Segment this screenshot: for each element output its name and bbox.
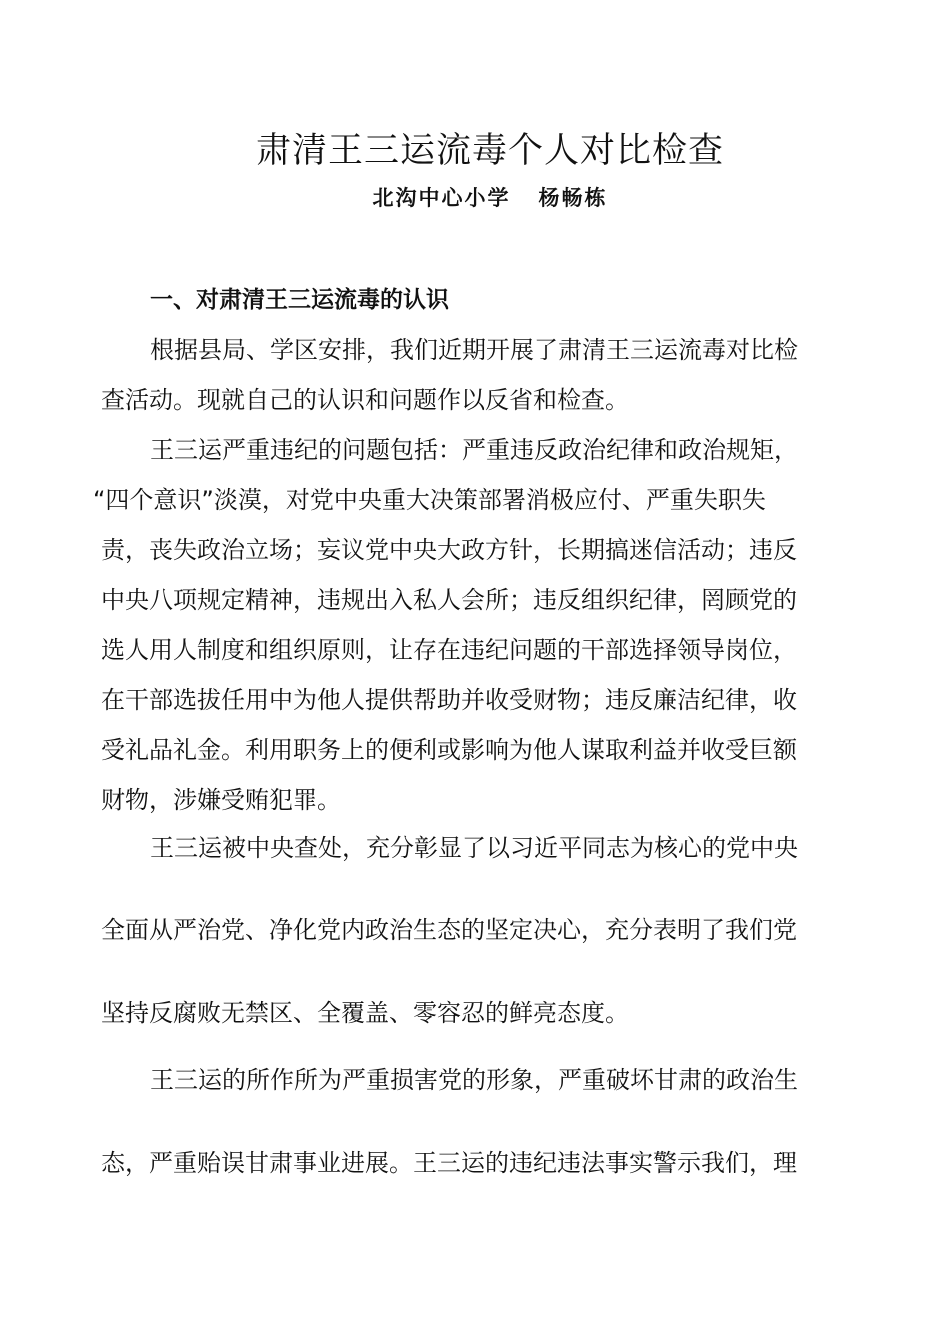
- paragraph-line: 中央八项规定精神，违规出入私人会所；违反组织纪律，罔顾党的: [101, 586, 797, 614]
- paragraph-line: 王三运被中央查处，充分彰显了以习近平同志为核心的党中央: [150, 834, 798, 862]
- paragraph-line: 全面从严治党、净化党内政治生态的坚定决心，充分表明了我们党: [101, 916, 797, 944]
- paragraph-line: 王三运的所作所为严重损害党的形象，严重破坏甘肃的政治生: [150, 1066, 798, 1094]
- paragraph-line: 在干部选拔任用中为他人提供帮助并收受财物；违反廉洁纪律，收: [101, 686, 797, 714]
- paragraph-line: 根据县局、学区安排，我们近期开展了肃清王三运流毒对比检: [150, 336, 798, 364]
- paragraph-line: 态，严重贻误甘肃事业进展。王三运的违纪违法事实警示我们，理: [101, 1149, 797, 1177]
- paragraph-line: “四个意识”淡漠，对党中央重大决策部署消极应付、严重失职失: [93, 486, 766, 514]
- paragraph-line: 查活动。现就自己的认识和问题作以反省和检查。: [101, 386, 629, 414]
- paragraph-line: 受礼品礼金。利用职务上的便利或影响为他人谋取利益并收受巨额: [101, 736, 797, 764]
- paragraph-line: 王三运严重违纪的问题包括：严重违反政治纪律和政治规矩，: [150, 436, 798, 464]
- paragraph-line: 选人用人制度和组织原则，让存在违纪问题的干部选择领导岗位，: [101, 636, 797, 664]
- author-line: 北沟中心小学 杨畅栋: [372, 185, 608, 210]
- section-heading: 一、对肃清王三运流毒的认识: [150, 287, 449, 313]
- paragraph-line: 责，丧失政治立场；妄议党中央大政方针，长期搞迷信活动；违反: [101, 536, 797, 564]
- document-title: 肃清王三运流毒个人对比检查: [255, 131, 724, 171]
- paragraph-line: 坚持反腐败无禁区、全覆盖、零容忍的鲜亮态度。: [101, 999, 629, 1027]
- paragraph-line: 财物，涉嫌受贿犯罪。: [101, 786, 341, 814]
